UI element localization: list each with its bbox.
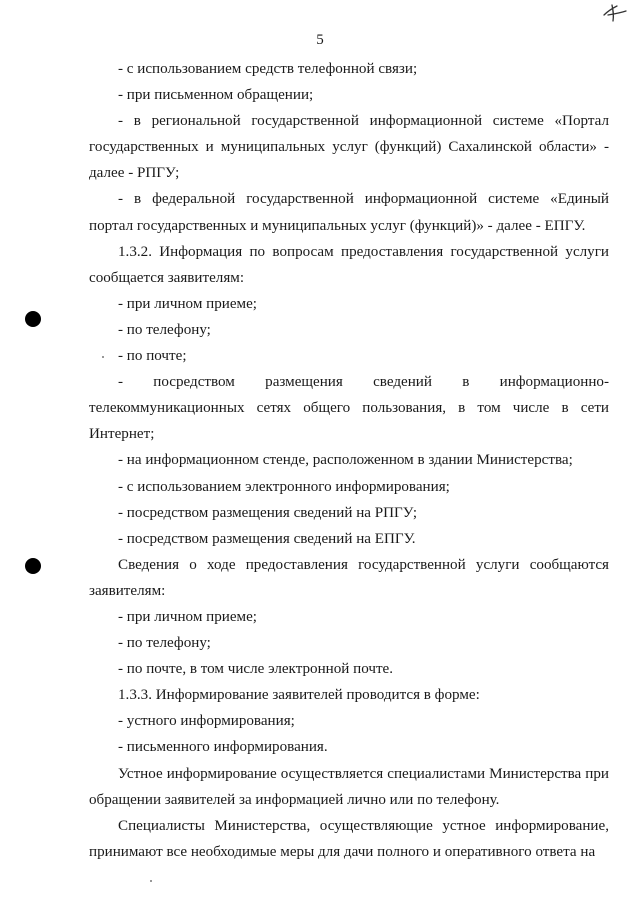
paragraph: - с использованием средств телефонной связи; bbox=[118, 61, 418, 77]
paragraph: - в региональной государственной информационной системе «Портал государственных и муниципальных услуг (функций) Сахалинской области» - далее - РПГУ; bbox=[89, 113, 609, 182]
paragraph: - письменного информирования. bbox=[118, 739, 328, 756]
punch-hole-icon bbox=[25, 558, 41, 574]
paragraph: - с использованием электронного информирования; bbox=[118, 478, 450, 495]
paragraph: - при личном приеме; bbox=[118, 608, 257, 625]
handwritten-page-mark-icon bbox=[600, 2, 628, 24]
paragraph: - по почте, в том числе электронной почте. bbox=[118, 661, 394, 678]
paragraph: 1.3.2. Информация по вопросам предоставления государственной услуги сообщается заявителям: bbox=[89, 243, 609, 286]
document-body bbox=[89, 56, 609, 865]
paragraph: - по телефону; bbox=[118, 321, 211, 338]
page-number: 5 bbox=[316, 32, 324, 48]
paragraph: Сведения о ходе предоставления государственной услуги сообщаются заявителям: bbox=[89, 556, 609, 599]
paragraph: - посредством размещения сведений на ЕПГУ. bbox=[118, 530, 416, 547]
scan-speck bbox=[150, 880, 152, 882]
paragraph: - при письменном обращении; bbox=[118, 87, 314, 104]
paragraph: - посредством размещения сведений на РПГУ; bbox=[118, 504, 418, 521]
paragraph: - устного информирования; bbox=[118, 713, 295, 730]
paragraph: 1.3.3. Информирование заявителей проводится в форме: bbox=[118, 687, 480, 704]
paragraph: - посредством размещения сведений в информационно-телекоммуникационных сетях общего пользования, в том числе в сети Интернет; bbox=[89, 374, 609, 443]
paragraph: Специалисты Министерства, осуществляющие устное информирование, принимают все необходимые меры для дачи полного и оперативного ответа на bbox=[89, 817, 609, 860]
punch-hole-icon bbox=[25, 311, 41, 327]
paragraph: - по телефону; bbox=[118, 635, 211, 652]
paragraph: - в федеральной государственной информационной системе «Единый портал государственных и муниципальных услуг (функций)» - далее - ЕПГУ. bbox=[89, 191, 609, 234]
paragraph: - при личном приеме; bbox=[118, 295, 257, 312]
paragraph: - по почте; bbox=[118, 348, 187, 365]
paragraph: - на информационном стенде, расположенном в здании Министерства; bbox=[118, 452, 573, 469]
paragraph: Устное информирование осуществляется специалистами Министерства при обращении заявителей за информацией лично или по телефону. bbox=[89, 765, 609, 808]
